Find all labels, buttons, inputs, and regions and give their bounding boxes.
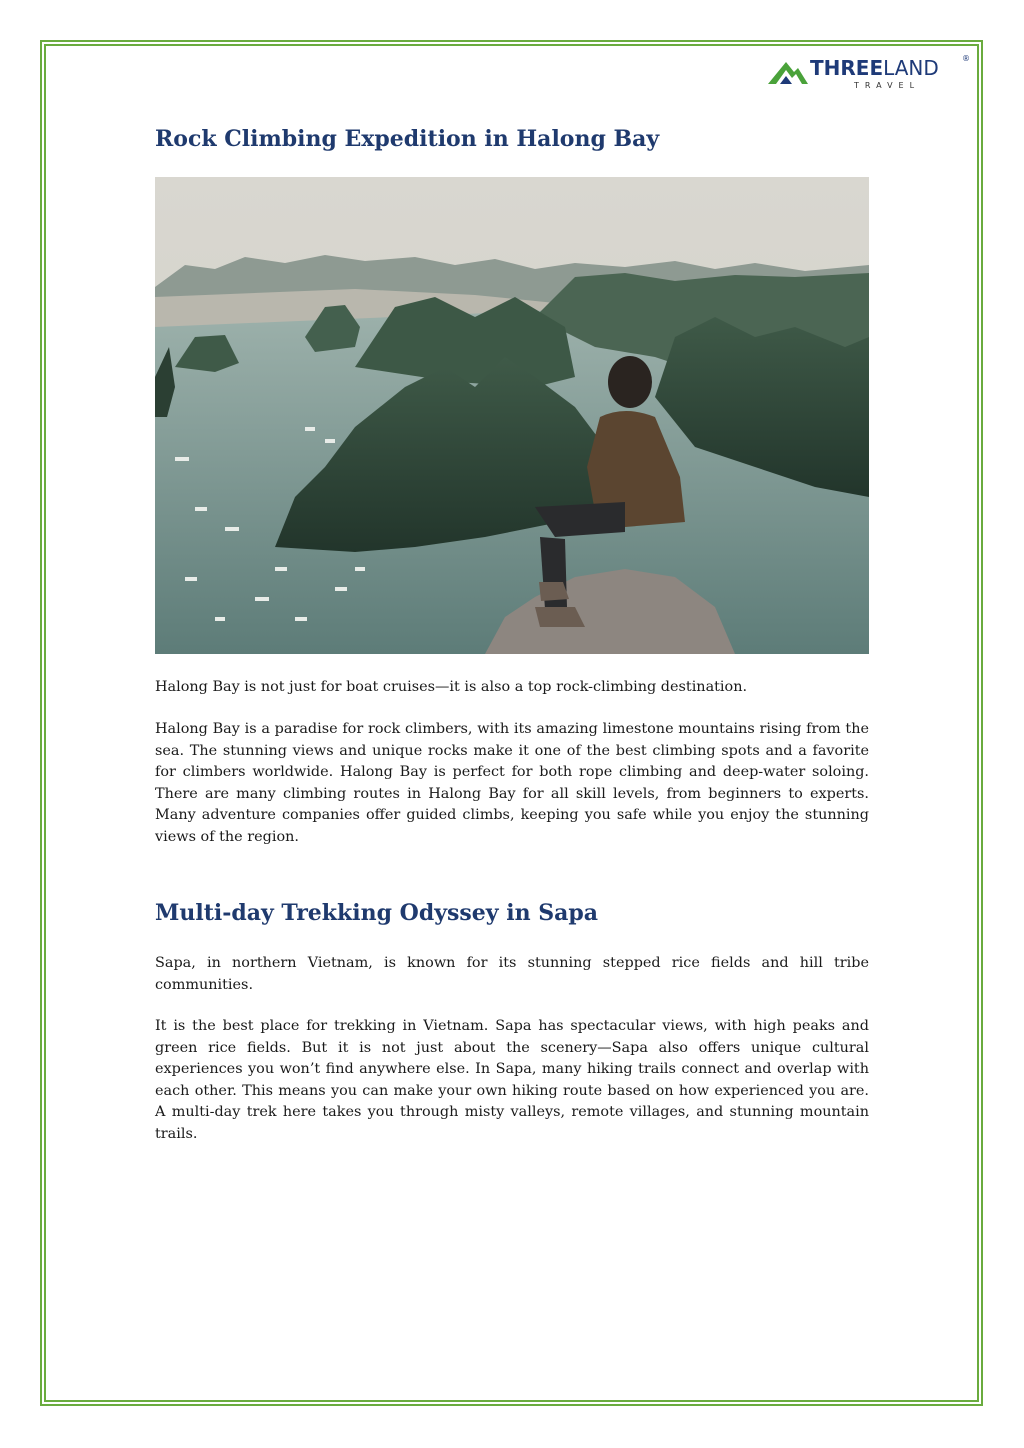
registered-mark: ®	[962, 54, 970, 63]
logo-wordmark: THREELAND	[810, 56, 939, 80]
paragraph: Sapa, in northern Vietnam, is known for its stunning stepped rice fields and hill tribe communities.	[155, 955, 869, 993]
mountain-logo-icon	[766, 56, 810, 88]
halong-bay-climber-photo	[155, 177, 869, 654]
paragraph: It is the best place for trekking in Vietnam. Sapa has spectacular views, with high peaks and green rice fields. But it is not just about the scenery—Sapa also offers unique cultural experiences you won’t find anywhere else. In Sapa, many hiking trails connect and overlap with each other. This means you can make your own hiking route based on how experienced you are. A multi-day trek here takes you through misty valleys, remote villages, and stunning mountain trails.	[155, 1018, 869, 1142]
threeland-logo	[766, 54, 976, 94]
section-heading-sapa: Multi-day Trekking Odyssey in Sapa	[155, 900, 599, 926]
paragraph: Halong Bay is not just for boat cruises—it is also a top rock-climbing destination.	[155, 679, 748, 695]
paragraph: Halong Bay is a paradise for rock climbers, with its amazing limestone mountains rising from the sea. The stunning views and unique rocks make it one of the best climbing spots and a favorite for climbers worldwide. Halong Bay is perfect for both rope climbing and deep-water soloing. There are many climbing routes in Halong Bay for all skill levels, from beginners to experts. Many adventure companies offer guided climbs, keeping you safe while you enjoy the stunning views of the region.	[155, 721, 869, 845]
logo-tagline: TRAVEL	[854, 81, 921, 90]
section-heading-halong: Rock Climbing Expedition in Halong Bay	[155, 126, 660, 152]
